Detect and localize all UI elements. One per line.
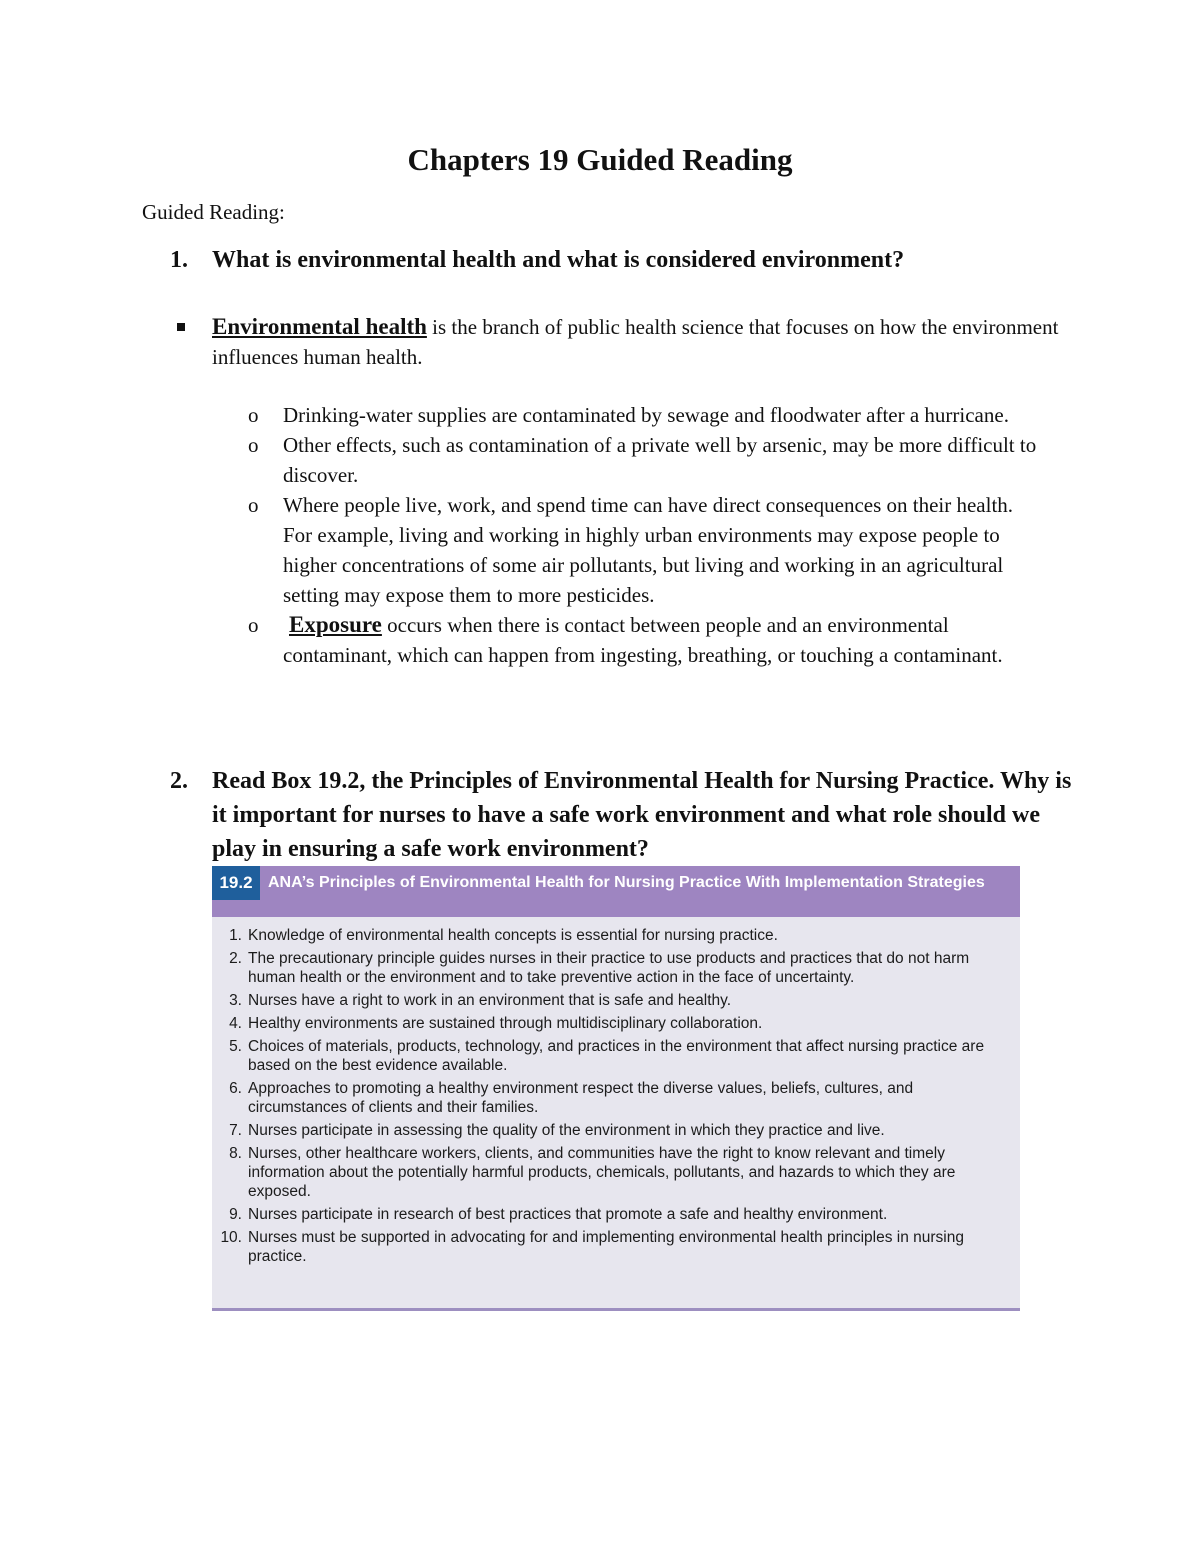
list-item xyxy=(212,1205,998,1224)
item-text: Nurses have a right to work in an environment that is safe and healthy. xyxy=(248,992,732,1009)
circle-bullet-icon: o xyxy=(248,493,259,517)
square-bullet-icon xyxy=(177,323,185,331)
definition-text: is the branch of public health science that focuses on how the environment influences human health. xyxy=(212,315,1059,369)
list-item xyxy=(212,1228,998,1266)
box-number: 19.2 xyxy=(212,866,260,900)
list-item xyxy=(244,610,1044,670)
item-number: 6. xyxy=(229,1080,242,1097)
item-text: Healthy environments are sustained through multidisciplinary collaboration. xyxy=(248,1015,763,1032)
question-2-number: 2. xyxy=(170,768,188,794)
list-item xyxy=(212,1121,998,1140)
page-title: Chapters 19 Guided Reading xyxy=(407,142,793,177)
list-item xyxy=(212,1037,998,1075)
item-number: 2. xyxy=(229,950,242,967)
item-text: Nurses participate in research of best practices that promote a safe and healthy environment. xyxy=(248,1206,888,1223)
list-item xyxy=(212,926,998,945)
item-number: 3. xyxy=(229,992,242,1009)
list-item xyxy=(212,991,998,1010)
list-item xyxy=(212,1014,998,1033)
item-number: 8. xyxy=(229,1145,242,1162)
box-title: ANA’s Principles of Environmental Health for Nursing Practice With Implementation Strategies xyxy=(268,874,985,891)
list-item xyxy=(212,1079,998,1117)
list-item xyxy=(212,949,998,987)
box-header xyxy=(212,866,1020,917)
box-19-2 xyxy=(212,866,1020,1311)
item-number: 9. xyxy=(229,1206,242,1223)
item-number: 1. xyxy=(229,927,242,944)
list-item xyxy=(244,430,1044,490)
exposure-text: occurs when there is contact between people and an environmental contaminant, which can happen from ingesting, breathing, or touching a contaminant. xyxy=(283,613,1003,667)
term-environmental-health: Environmental health xyxy=(212,314,427,339)
box-principles-list xyxy=(212,926,1020,1270)
question-1-number: 1. xyxy=(170,247,188,273)
item-text: Choices of materials, products, technology, and practices in the environment that affect nursing practice are based on the best evidence available. xyxy=(248,1038,985,1074)
item-number: 7. xyxy=(229,1122,242,1139)
item-text: Knowledge of environmental health concepts is essential for nursing practice. xyxy=(248,927,778,944)
list-item-text: Where people live, work, and spend time can have direct consequences on their health. For example, living and working in highly urban environments may expose people to higher concentrations of some air pollutants, but living and working in an agricultural setting may expose them to more pesticides. xyxy=(283,493,1014,607)
intro-label: Guided Reading: xyxy=(142,200,285,224)
list-item-text: Drinking-water supplies are contaminated by sewage and floodwater after a hurricane. xyxy=(283,403,1009,427)
circle-bullet-icon: o xyxy=(248,403,259,427)
list-item xyxy=(244,400,1044,430)
question-1-text: What is environmental health and what is considered environment? xyxy=(212,247,905,273)
item-number: 5. xyxy=(229,1038,242,1055)
item-text: Approaches to promoting a healthy environment respect the diverse values, beliefs, cultures, and circumstances of clients and their families. xyxy=(248,1080,914,1116)
question-2-text: Read Box 19.2, the Principles of Environmental Health for Nursing Practice. Why is it important for nurses to have a safe work environment and what role should we play in ensuring a safe work environment? xyxy=(212,768,1072,862)
circle-bullet-icon: o xyxy=(248,613,259,637)
item-text: The precautionary principle guides nurses in their practice to use products and practices that do not harm human health or the environment and to take preventive action in the face of uncertainty. xyxy=(248,950,970,986)
answer-1-sub-list xyxy=(244,400,1044,670)
answer-1-definition xyxy=(212,312,1062,372)
item-text: Nurses participate in assessing the quality of the environment in which they practice and live. xyxy=(248,1122,885,1139)
circle-bullet-icon: o xyxy=(248,433,259,457)
item-number: 10. xyxy=(220,1229,242,1246)
list-item-text: Other effects, such as contamination of a private well by arsenic, may be more difficult to discover. xyxy=(283,433,1037,487)
item-number: 4. xyxy=(229,1015,242,1032)
item-text: Nurses, other healthcare workers, clients, and communities have the right to know relevant and timely information about the potentially harmful products, chemicals, pollutants, and hazards to which they are exposed. xyxy=(248,1145,956,1200)
term-exposure: Exposure xyxy=(289,612,382,637)
list-item xyxy=(212,1144,998,1201)
item-text: Nurses must be supported in advocating for and implementing environmental health principles in nursing practice. xyxy=(248,1229,964,1265)
list-item xyxy=(244,490,1044,610)
